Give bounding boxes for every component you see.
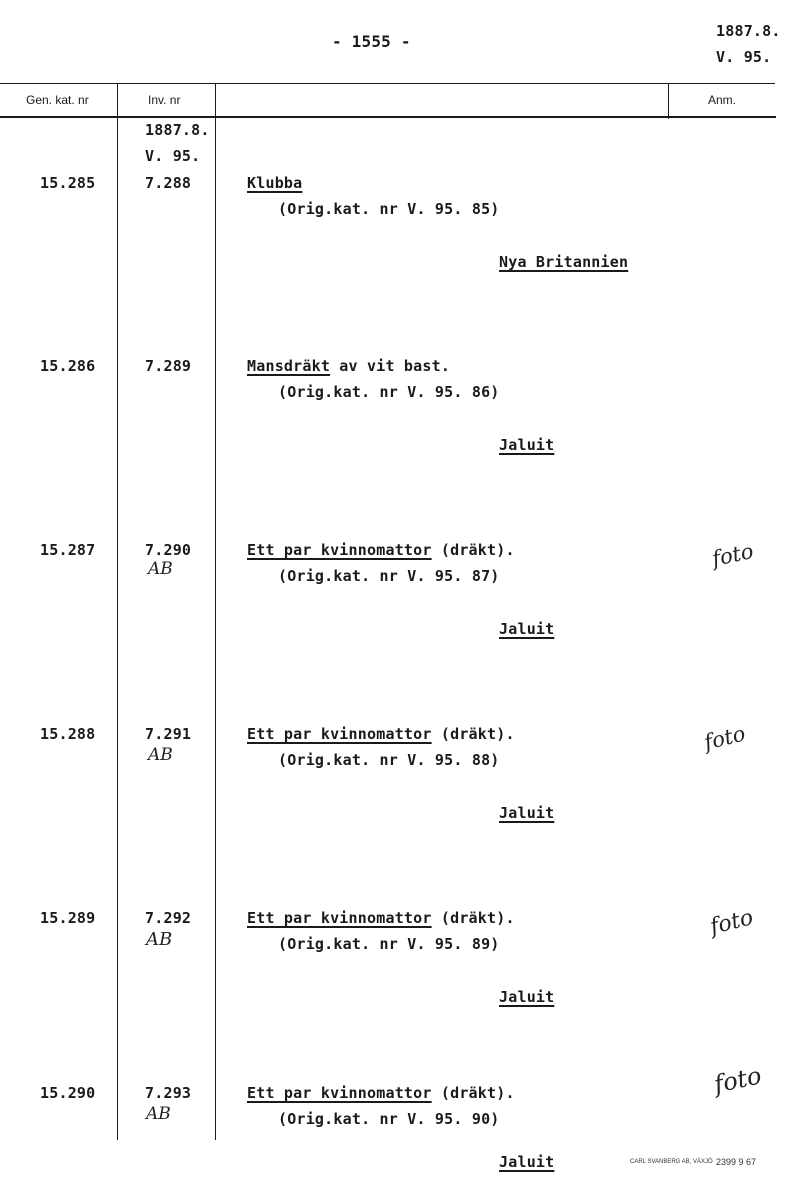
inv-number: 7.291 [145, 725, 192, 743]
provenance-place: Jaluit [499, 988, 555, 1006]
item-title: Klubba [247, 174, 303, 192]
column-divider-2 [215, 83, 216, 1140]
provenance-place: Jaluit [499, 436, 555, 454]
provenance-place: Jaluit [499, 620, 555, 638]
orig-kat-ref: (Orig.kat. nr V. 95. 90) [278, 1110, 500, 1128]
inv-number: 7.290 [145, 541, 192, 559]
gen-kat-number: 15.285 [40, 174, 96, 192]
orig-kat-ref: (Orig.kat. nr V. 95. 86) [278, 383, 500, 401]
orig-kat-ref: (Orig.kat. nr V. 95. 87) [278, 567, 500, 585]
gen-kat-number: 15.290 [40, 1084, 96, 1102]
item-title: Ett par kvinnomattor [247, 1084, 432, 1102]
gen-kat-number: 15.287 [40, 541, 96, 559]
catalog-ref-top: 1887.8. [716, 22, 781, 40]
orig-kat-ref: (Orig.kat. nr V. 95. 85) [278, 200, 500, 218]
inv-number: 7.293 [145, 1084, 192, 1102]
handwritten-annotation: foto [711, 1061, 764, 1099]
handwritten-annotation: foto [709, 538, 756, 572]
printer-imprint: CARL SVANBERG AB, VÄXJÖ [630, 1159, 713, 1165]
inv-number: 7.289 [145, 357, 192, 375]
item-description [247, 357, 450, 375]
item-detail: (dräkt). [431, 909, 515, 927]
item-title: Ett par kvinnomattor [247, 909, 432, 927]
batch-ref-line2: V. 95. [145, 147, 201, 165]
item-description [247, 909, 515, 927]
item-detail: (dräkt). [431, 725, 515, 743]
orig-kat-ref: (Orig.kat. nr V. 95. 88) [278, 751, 500, 769]
orig-kat-ref: (Orig.kat. nr V. 95. 89) [278, 935, 500, 953]
batch-ref-line1: 1887.8. [145, 121, 210, 139]
column-header-inv: Inv. nr [148, 93, 181, 107]
item-detail: (dräkt). [431, 541, 515, 559]
provenance-place: Jaluit [499, 804, 555, 822]
item-description [247, 725, 515, 743]
gen-kat-number: 15.289 [40, 909, 96, 927]
catalog-ref-bottom: V. 95. [716, 48, 772, 66]
provenance-place: Nya Britannien [499, 253, 629, 271]
inv-number: 7.288 [145, 174, 192, 192]
form-code: 2399 9 67 [716, 1157, 757, 1167]
handwritten-initials: AB [148, 745, 173, 765]
item-title: Mansdräkt [247, 357, 331, 375]
column-divider-1 [117, 83, 118, 1140]
handwritten-initials: AB [146, 1104, 171, 1124]
handwritten-annotation: foto [707, 905, 756, 940]
item-description [247, 174, 302, 192]
column-divider-3 [668, 83, 669, 119]
gen-kat-number: 15.288 [40, 725, 96, 743]
item-detail: av vit bast. [330, 357, 451, 375]
item-title: Ett par kvinnomattor [247, 725, 432, 743]
inv-number: 7.292 [145, 909, 192, 927]
column-header-gen-kat: Gen. kat. nr [26, 93, 89, 107]
item-title: Ett par kvinnomattor [247, 541, 432, 559]
handwritten-initials: AB [148, 559, 173, 579]
gen-kat-number: 15.286 [40, 357, 96, 375]
item-description [247, 541, 515, 559]
item-detail: (dräkt). [431, 1084, 515, 1102]
item-description [247, 1084, 515, 1102]
handwritten-initials: AB [146, 929, 173, 950]
handwritten-annotation: foto [701, 721, 748, 755]
column-header-anm: Anm. [708, 93, 737, 107]
provenance-place: Jaluit [499, 1153, 555, 1171]
page-number: - 1555 - [332, 32, 411, 51]
